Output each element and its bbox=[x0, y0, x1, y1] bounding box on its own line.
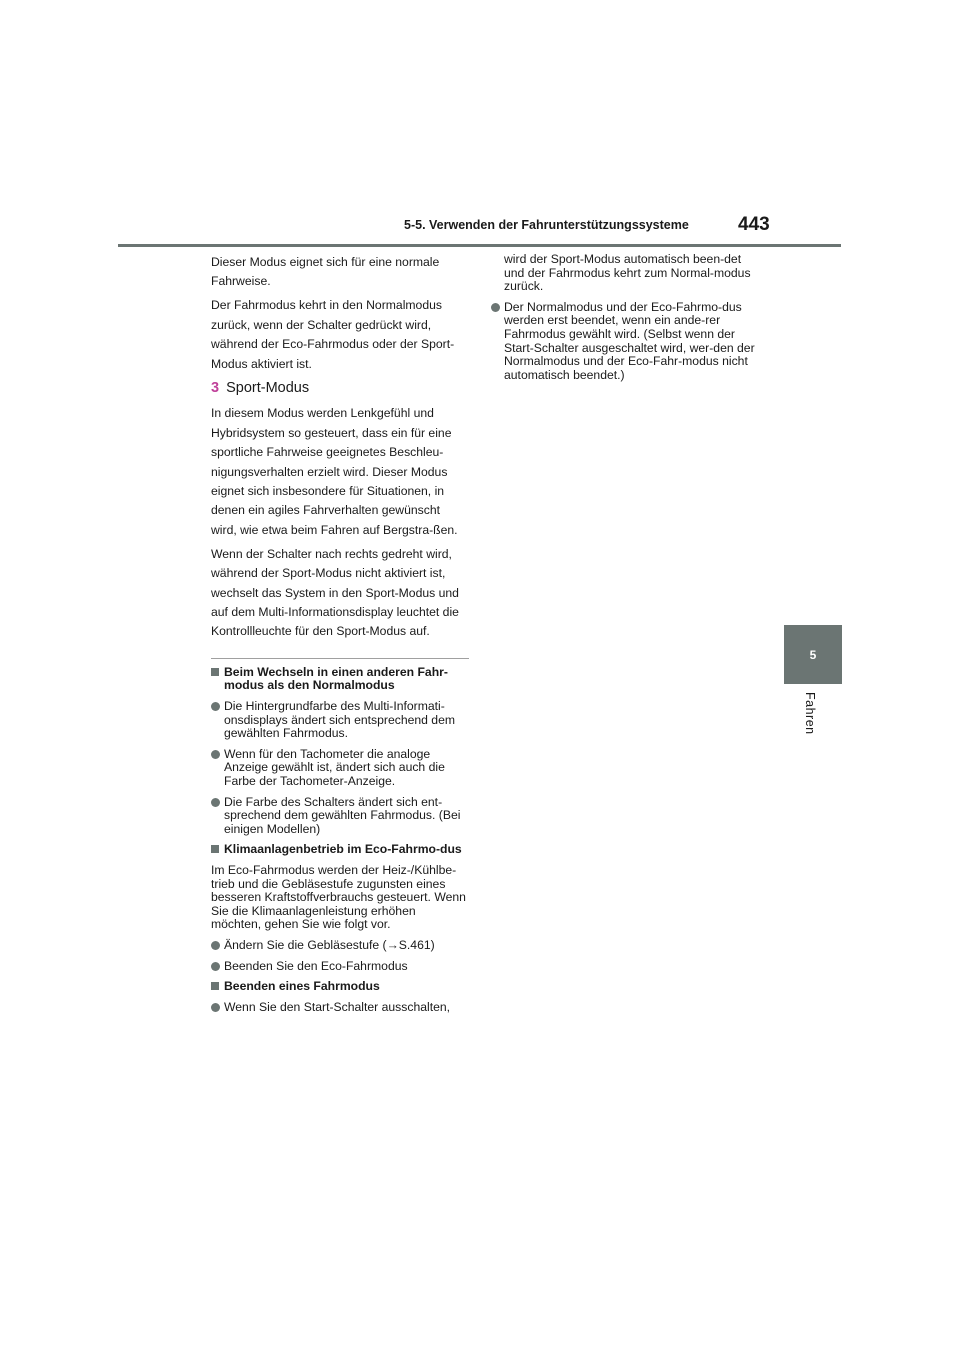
chapter-label: Fahren bbox=[803, 692, 817, 735]
round-bullet-icon bbox=[491, 303, 500, 312]
square-bullet-icon bbox=[211, 845, 219, 853]
sub-heading: Klimaanlagenbetrieb im Eco-Fahrmo-dus bbox=[211, 843, 469, 857]
continuation-paragraph: wird der Sport-Modus automatisch been-det und der Fahrmodus kehrt zum Normal-modus zurück. bbox=[504, 252, 751, 294]
bullet-item: Die Hintergrundfarbe des Multi-Informati-onsdisplays ändert sich entsprechend dem gewählten Fahrmodus. bbox=[211, 700, 469, 741]
round-bullet-icon bbox=[211, 962, 220, 971]
square-bullet-icon bbox=[211, 668, 219, 676]
square-bullet-icon bbox=[211, 982, 219, 990]
section-title: Sport-Modus bbox=[226, 380, 310, 397]
intro-paragraph: Der Fahrmodus kehrt in den Normalmodus zurück, wenn der Schalter gedrückt wird, während der Eco-Fahrmodus oder der Sport-Modus aktiviert ist. bbox=[211, 298, 455, 371]
bullet-item: Die Farbe des Schalters ändert sich ent-sprechend dem gewählten Fahrmodus. (Bei einigen Modellen) bbox=[211, 796, 469, 837]
right-column bbox=[491, 253, 755, 389]
round-bullet-icon bbox=[211, 1003, 220, 1012]
bullet-item: Wenn für den Tachometer die analoge Anzeige gewählt ist, ändert sich auch die Farbe der Tachometer-Anzeige. bbox=[211, 748, 469, 789]
section-divider bbox=[211, 658, 469, 659]
round-bullet-icon bbox=[211, 702, 220, 711]
header-rule bbox=[118, 244, 841, 247]
body-paragraph: In diesem Modus werden Lenkgefühl und Hybridsystem so gesteuert, dass ein für eine sportliche Fahrweise geeignetes Beschleu-nigungsverhalten erzielt wird. Dieser Modus eignet sich insbesondere für Situationen, in denen ein agiles Fahrverhalten gewünscht wird, wie etwa beim Fahren auf Bergstra-ßen. bbox=[211, 406, 458, 537]
round-bullet-icon bbox=[211, 941, 220, 950]
round-bullet-icon bbox=[211, 798, 220, 807]
section-header-title: 5-5. Verwenden der Fahrunterstützungssysteme bbox=[404, 218, 689, 232]
round-bullet-icon bbox=[211, 750, 220, 759]
chapter-tab[interactable] bbox=[784, 625, 842, 684]
page-number: 443 bbox=[738, 214, 770, 235]
sub-heading: Beenden eines Fahrmodus bbox=[211, 980, 469, 994]
chapter-number: 5 bbox=[809, 647, 817, 662]
bullet-item: Ändern Sie die Gebläsestufe (→S.461) bbox=[211, 939, 469, 953]
bullet-item: Der Normalmodus und der Eco-Fahrmo-dus werden erst beendet, wenn ein ande-rer Fahrmodus gewählt wird. (Selbst wenn der Start-Schalter ausgeschaltet wird, wer-den der Normalmodus und der Eco-Fahr-modus nicht automatisch beendet.) bbox=[491, 301, 755, 383]
sub-heading: Beim Wechseln in einen anderen Fahr-modus als den Normalmodus bbox=[211, 666, 469, 693]
left-column bbox=[211, 253, 469, 1021]
body-paragraph: Wenn der Schalter nach rechts gedreht wird, während der Sport-Modus nicht aktiviert ist, wechselt das System in den Sport-Modus und auf dem Multi-Informationsdisplay leuchtet die Kontrollleuchte für den Sport-Modus auf. bbox=[211, 546, 459, 639]
section-heading-sport bbox=[211, 378, 469, 398]
bullet-item: Beenden Sie den Eco-Fahrmodus bbox=[211, 960, 469, 974]
intro-paragraph: Dieser Modus eignet sich für eine normale Fahrweise. bbox=[211, 255, 440, 289]
body-paragraph: Im Eco-Fahrmodus werden der Heiz-/Kühlbe-trieb und die Gebläsestufe zugunsten eines besseren Kraftstoffverbrauchs gesteuert. Wenn Sie die Klimaanlagenleistung erhöhen möchten, gehen Sie wie folgt vor. bbox=[211, 862, 466, 932]
section-number: 3 bbox=[211, 380, 220, 397]
bullet-item: Wenn Sie den Start-Schalter ausschalten, bbox=[211, 1001, 469, 1015]
